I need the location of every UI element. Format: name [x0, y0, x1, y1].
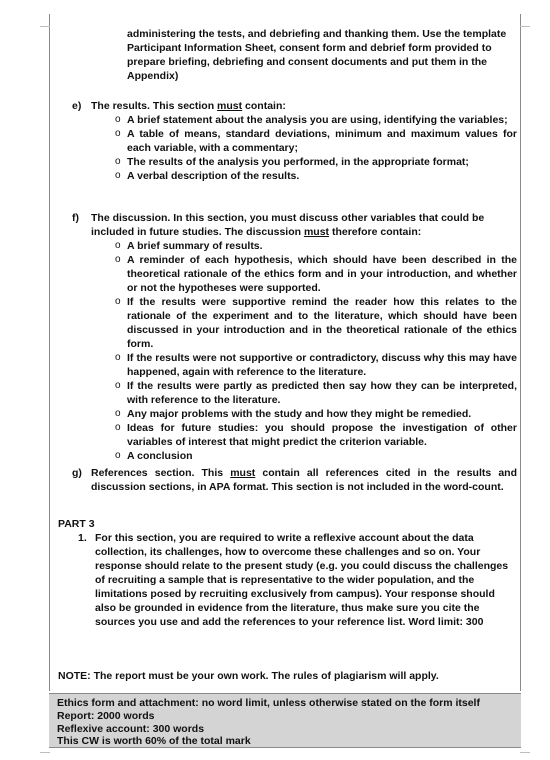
bullet-icon: o	[115, 380, 121, 391]
bullet-icon: o	[115, 408, 121, 419]
section-e-heading-tail: contain:	[242, 100, 286, 112]
bullet-icon: o	[115, 296, 121, 307]
crop-mark-bottom-left	[40, 752, 50, 753]
crop-mark-top-right	[520, 26, 530, 27]
part-3-line: also be grounded in evidence from the literature, thus make sure you cite the	[95, 602, 480, 614]
bullet-icon: o	[115, 254, 121, 265]
list-item-text: A table of means, standard deviations, minimum and maximum values for each variable, with a commentary;	[127, 128, 517, 154]
plagiarism-note: NOTE: The report must be your own work. The rules of plagiarism will apply.	[58, 670, 439, 682]
section-f-heading-tail: therefore contain:	[329, 226, 422, 238]
section-e-results	[72, 99, 517, 183]
section-g-text: References section. This	[91, 467, 231, 479]
bullet-icon: o	[115, 352, 121, 363]
list-item-text: A conclusion	[127, 450, 193, 462]
part-3-item-number: 1.	[78, 532, 87, 544]
bullet-icon: o	[115, 156, 121, 167]
word-limit-line: Report: 2000 words	[57, 710, 155, 722]
section-f-heading-text: The discussion. In this section, you must discuss other variables that could be included in future studies. The discussion	[91, 212, 485, 238]
list-item-text: Ideas for future studies: you should propose the investigation of other variables of interest that might predict the criterion variable.	[127, 422, 517, 448]
section-f-discussion	[72, 211, 517, 463]
section-f-list	[72, 239, 517, 463]
section-g-heading	[72, 466, 517, 494]
word-limit-line: Ethics form and attachment: no word limit, unless otherwise stated on the form itself	[57, 697, 480, 709]
part-3-line: response should relate to the present study (e.g. you could discuss the challenges	[95, 560, 509, 572]
bullet-icon: o	[115, 128, 121, 139]
list-item	[72, 239, 517, 253]
list-item	[72, 169, 517, 183]
list-item	[72, 407, 517, 421]
list-item	[72, 127, 517, 155]
bullet-icon: o	[115, 240, 121, 251]
box-right-border	[520, 14, 521, 691]
list-item-text: Any major problems with the study and how they might be remedied.	[127, 408, 472, 420]
word-limit-box	[49, 693, 521, 748]
intro-line: Appendix)	[127, 70, 179, 82]
word-limit-line: This CW is worth 60% of the total mark	[57, 735, 251, 747]
section-f-heading	[72, 211, 517, 239]
list-item-text: A verbal description of the results.	[127, 170, 300, 182]
list-item	[72, 351, 517, 379]
part-3-line: For this section, you are required to write a reflexive account about the data	[95, 532, 474, 544]
list-item-text: A brief statement about the analysis you are using, identifying the variables;	[127, 114, 508, 126]
intro-paragraph	[127, 27, 512, 83]
section-f-letter: f)	[72, 212, 79, 224]
section-e-heading-emphasis: must	[217, 100, 243, 112]
list-item	[72, 253, 517, 295]
section-e-letter: e)	[72, 100, 82, 112]
crop-mark-top-left	[40, 26, 50, 27]
box-left-border	[49, 14, 50, 691]
list-item-text: If the results were supportive remind the reader how this relates to the rationale of the experiment and to the literature, which should have been discussed in your introduction and in the theoretical rationale of the ethics form.	[127, 296, 517, 350]
part-3-line: sources you use and add the references to your reference list. Word limit: 300	[95, 616, 484, 628]
intro-line: prepare briefing, debriefing and consent documents and put them in the	[127, 56, 487, 68]
section-e-list	[72, 113, 517, 183]
section-g-emphasis: must	[230, 467, 256, 479]
bullet-icon: o	[115, 422, 121, 433]
list-item-text: If the results were not supportive or contradictory, discuss why this may have happened, again with reference to the literature.	[127, 352, 517, 378]
part-3-heading: PART 3	[58, 518, 95, 530]
part-3-line: collection, its challenges, how to overcome these challenges and so on. Your	[95, 546, 481, 558]
bullet-icon: o	[115, 114, 121, 125]
list-item	[72, 449, 517, 463]
bullet-icon: o	[115, 170, 121, 181]
intro-line: Participant Information Sheet, consent form and debrief form provided to	[127, 42, 492, 54]
list-item	[72, 113, 517, 127]
section-e-heading	[72, 99, 517, 113]
list-item-text: A brief summary of results.	[127, 240, 263, 252]
list-item-text: If the results were partly as predicted then say how they can be interpreted, with reference to the literature.	[127, 380, 517, 406]
list-item	[72, 379, 517, 407]
crop-mark-bottom-right	[520, 752, 530, 753]
part-3-line: limitations posed by recruiting exclusively from campus). Your response should	[95, 588, 495, 600]
section-f-heading-emphasis: must	[303, 226, 330, 238]
word-limit-line: Reflexive account: 300 words	[57, 723, 205, 735]
list-item	[72, 295, 517, 351]
list-item	[72, 421, 517, 449]
part-3-line: of recruiting a sample that is representative to the wider population, and the	[95, 574, 475, 586]
list-item	[72, 155, 517, 169]
list-item-text: The results of the analysis you performed, in the appropriate format;	[127, 156, 469, 168]
bullet-icon: o	[115, 450, 121, 461]
list-item-text: A reminder of each hypothesis, which should have been described in the theoretical rationale of the ethics form and in your introduction, and whether or not the hypotheses were supported.	[127, 254, 517, 294]
part-3-item	[78, 531, 518, 629]
part-3-item-text	[95, 531, 518, 629]
section-g-text-tail: contain all references cited in the results and discussion sections, in APA format. This section is not included in the word-count.	[91, 467, 518, 493]
section-e-heading-text: The results. This section	[91, 100, 218, 112]
intro-line: administering the tests, and debriefing and thanking them. Use the template	[127, 28, 507, 40]
section-g-references	[72, 466, 517, 494]
section-g-letter: g)	[72, 467, 82, 479]
